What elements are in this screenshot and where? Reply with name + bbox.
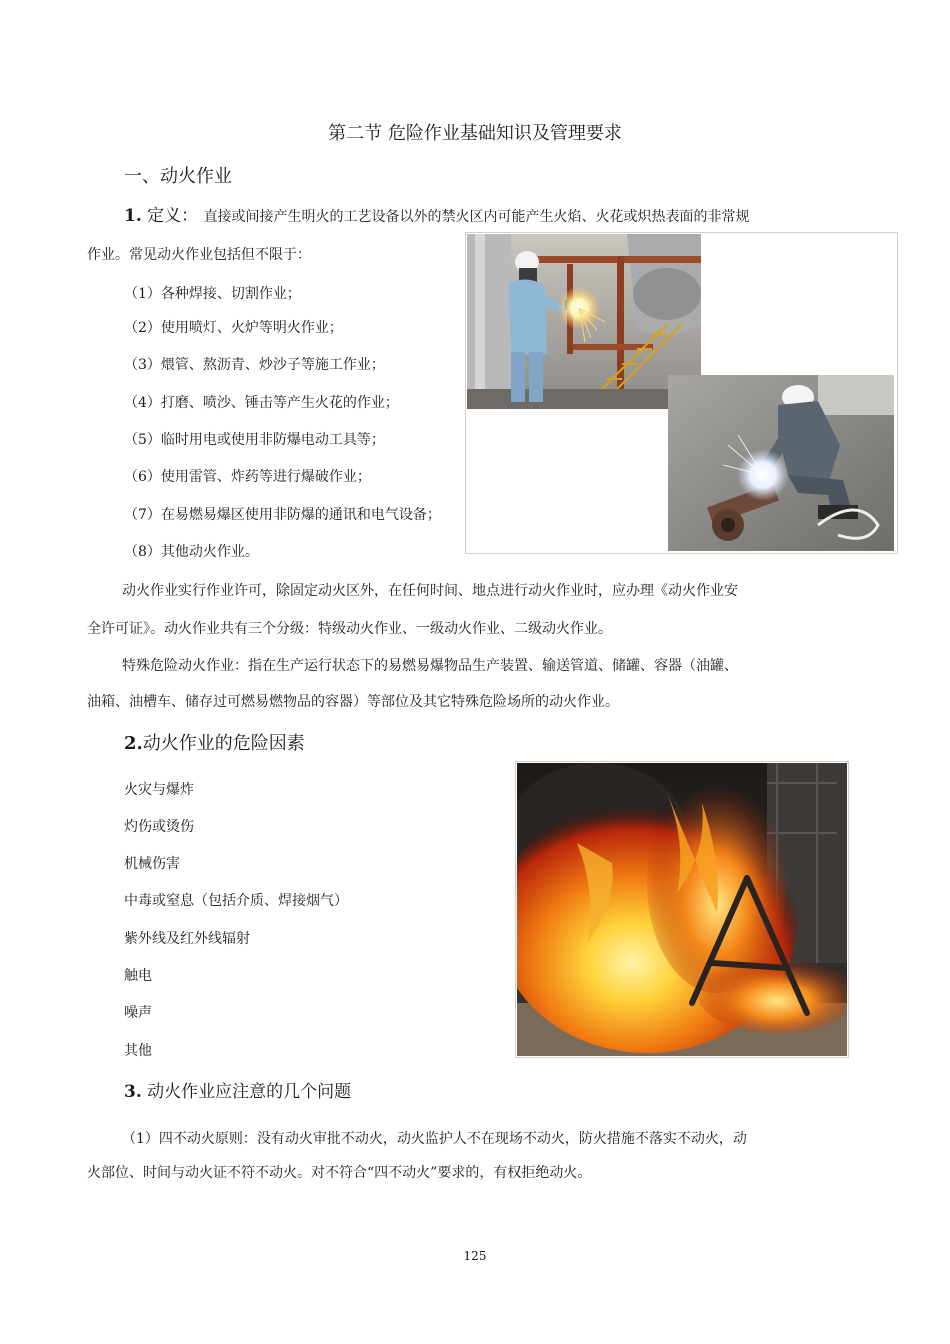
- list-item: （1）各种焊接、切割作业；: [124, 286, 301, 302]
- hazard-item: 火灾与爆炸: [124, 782, 194, 798]
- definition-text: 直接或间接产生明火的工艺设备以外的禁火区内可能产生火焰、火花或炽热表面的非常规: [203, 209, 750, 225]
- hazard-item: 触电: [124, 968, 152, 984]
- hazard-item: 灼伤或烫伤: [124, 819, 194, 835]
- special-paragraph-line2: 油箱、油槽车、储存过可燃易燃物品的容器）等部位及其它特殊危险场所的动火作业。: [87, 694, 619, 710]
- heading-hot-work: 一、动火作业: [124, 166, 232, 187]
- permit-paragraph-line1: 动火作业实行作业许可，除固定动火区外，在任何时间、地点进行动火作业时，应办理《动火作业安: [122, 583, 738, 599]
- hazard-item: 噪声: [124, 1005, 152, 1021]
- definition-line: [124, 201, 750, 226]
- hazard-item: 紫外线及红外线辐射: [124, 931, 250, 947]
- welder-kneeling-photo: [668, 375, 894, 551]
- list-item: （5）临时用电或使用非防爆电动工具等；: [124, 432, 385, 448]
- definition-label: 定义：: [147, 206, 199, 226]
- list-item: （8）其他动火作业。: [124, 544, 259, 560]
- hazard-item: 中毒或窒息（包括介质、焊接烟气）: [124, 893, 348, 909]
- special-paragraph-line1: 特殊危险动火作业：指在生产运行状态下的易燃易爆物品生产装置、输送管道、储罐、容器（油罐、: [122, 658, 738, 674]
- list-item: （4）打磨、喷沙、锤击等产生火花的作业；: [124, 395, 399, 411]
- heading-precautions-text: 动火作业应注意的几个问题: [147, 1082, 352, 1102]
- hazard-item: 机械伤害: [124, 856, 180, 872]
- fire-photo: [517, 763, 847, 1056]
- list-item: （6）使用雷管、炸药等进行爆破作业；: [124, 469, 371, 485]
- heading-hazards: [124, 729, 305, 755]
- list-item: （3）煨管、熬沥青、炒沙子等施工作业；: [124, 357, 385, 373]
- welder-standing-photo: [467, 234, 701, 409]
- list-item: （2）使用喷灯、火炉等明火作业；: [124, 320, 343, 336]
- heading-hazards-text: 动火作业的危险因素: [142, 733, 305, 754]
- definition-text-continued: 作业。常见动火作业包括但不限于：: [87, 247, 311, 263]
- heading-hazards-number: 2.: [124, 733, 143, 754]
- heading-precautions-number: 3.: [124, 1082, 142, 1102]
- definition-number: 1.: [124, 206, 142, 226]
- welder-kneeling-image: [668, 375, 894, 551]
- permit-paragraph-line2: 全许可证》。动火作业共有三个分级：特级动火作业、一级动火作业、二级动火作业。: [87, 621, 612, 637]
- four-no-paragraph-line1: （1）四不动火原则：没有动火审批不动火，动火监护人不在现场不动火，防火措施不落实不动火，动: [122, 1131, 747, 1147]
- four-no-paragraph-line2: 火部位、时间与动火证不符不动火。对不符合“四不动火”要求的，有权拒绝动火。: [87, 1165, 592, 1181]
- heading-precautions: [124, 1077, 351, 1102]
- welder-standing-image: [467, 234, 701, 409]
- list-item: （7）在易燃易爆区使用非防爆的通讯和电气设备；: [124, 507, 441, 523]
- page-number: 125: [463, 1249, 487, 1263]
- section-title: 第二节 危险作业基础知识及管理要求: [328, 123, 622, 144]
- hazard-item: 其他: [124, 1043, 152, 1059]
- fire-image: [517, 763, 847, 1056]
